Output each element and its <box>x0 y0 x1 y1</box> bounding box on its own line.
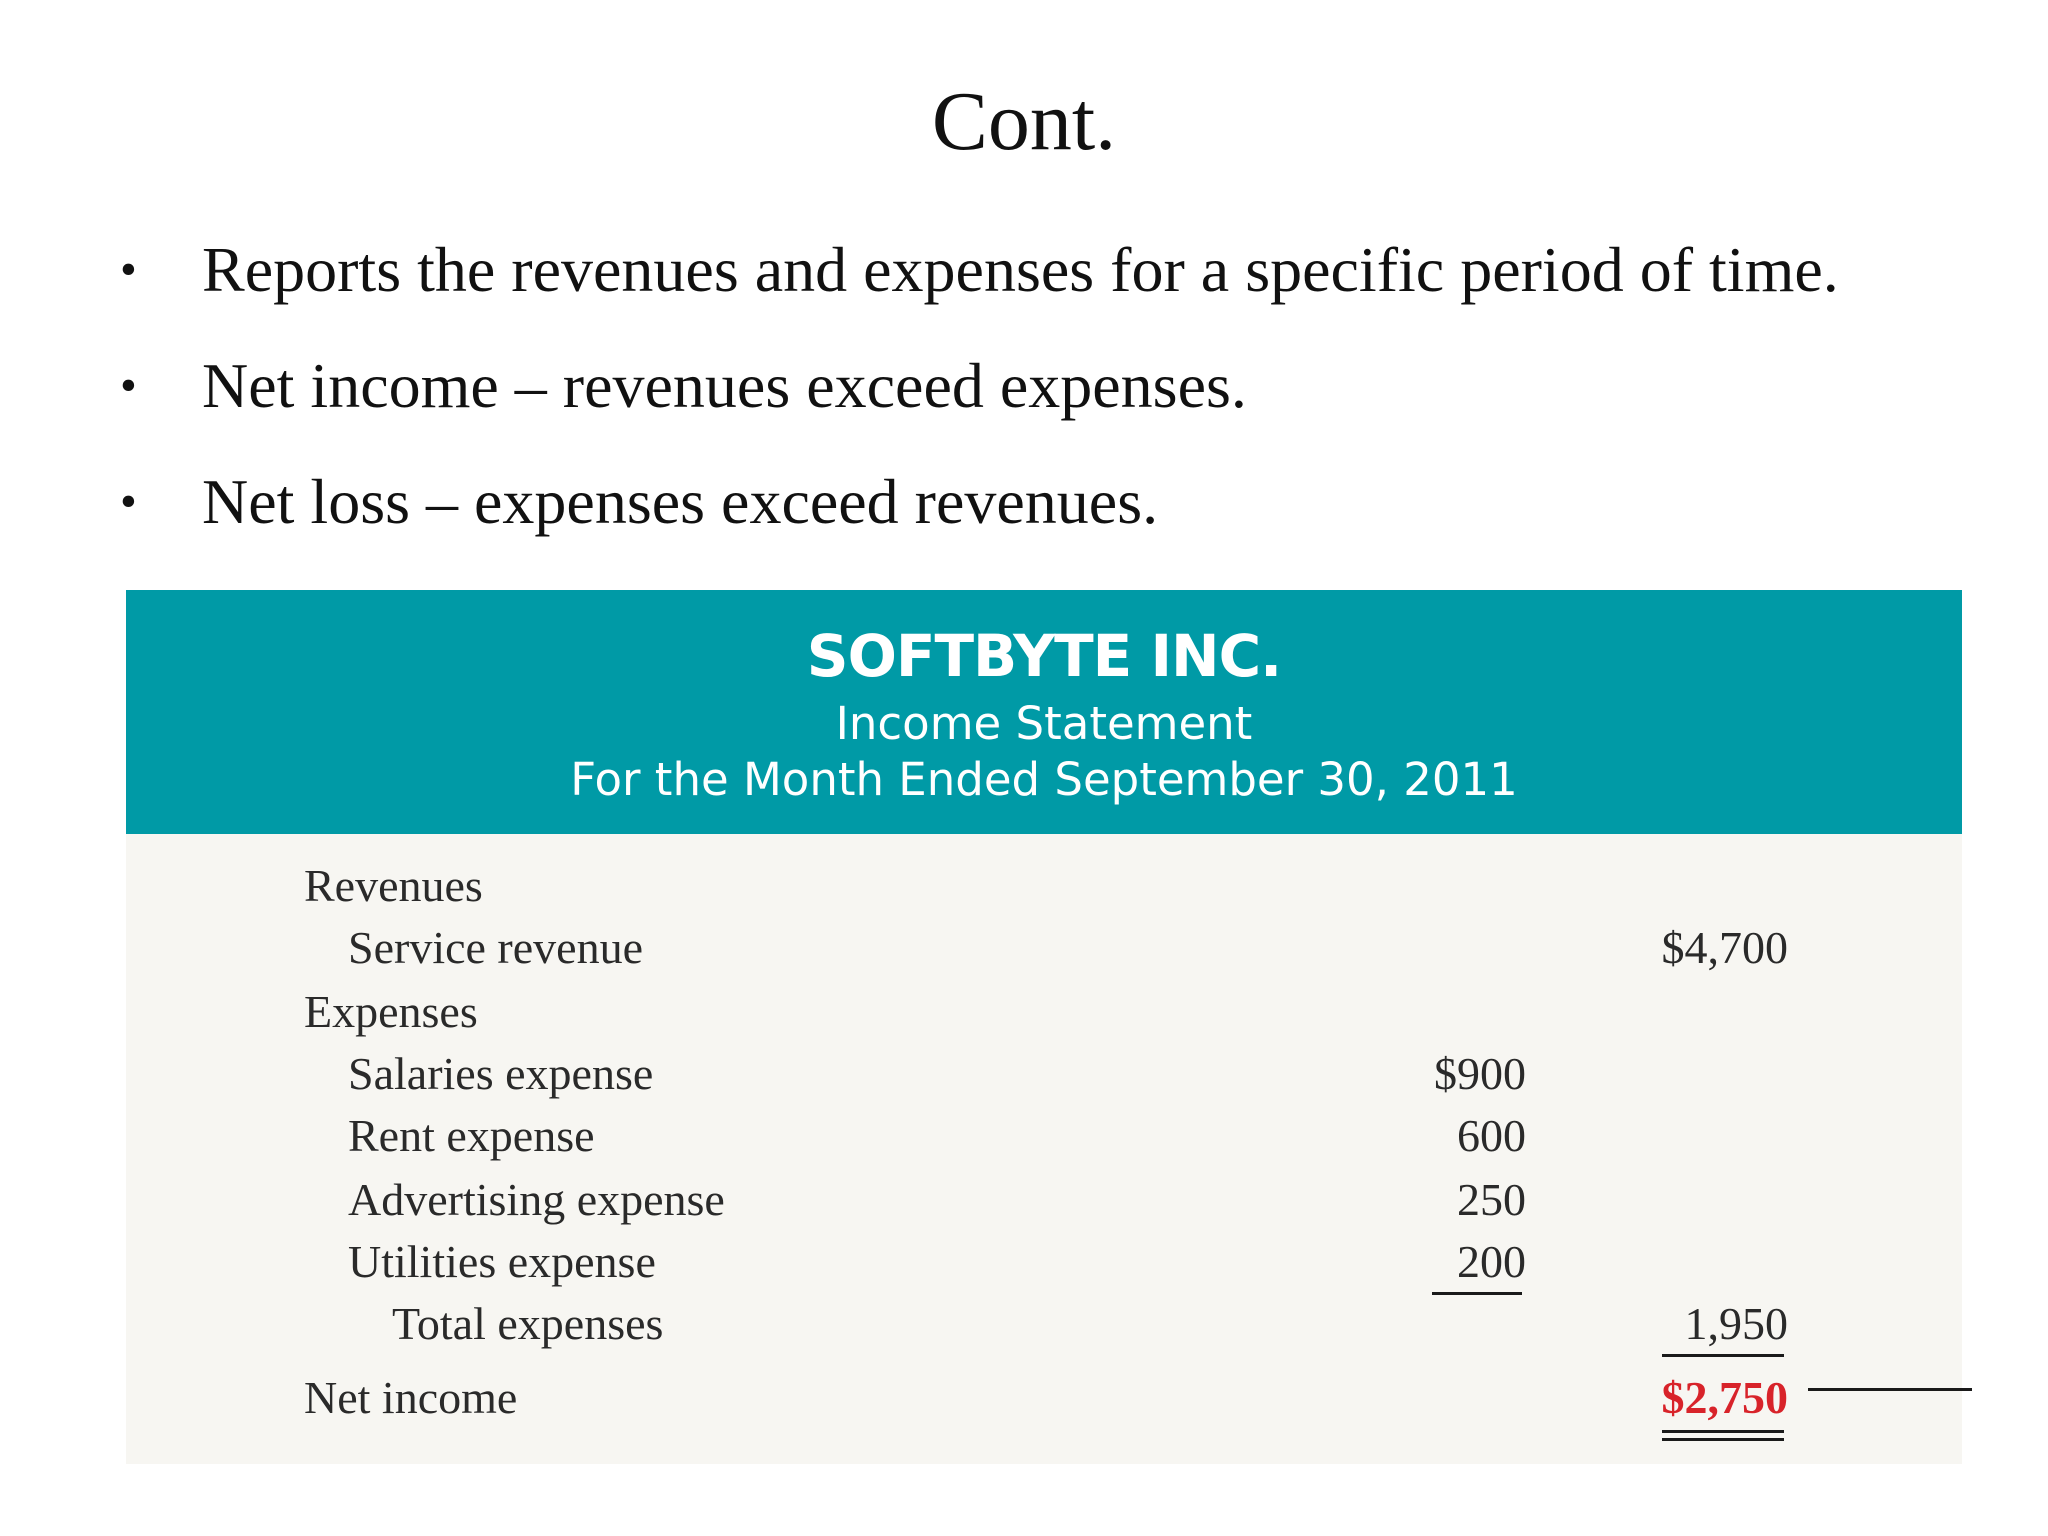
expense-label: Salaries expense <box>348 1048 654 1099</box>
slide-title: Cont. <box>931 75 1117 168</box>
expense-row <box>126 1106 1962 1166</box>
total-expenses-label: Total expenses <box>392 1298 664 1349</box>
service-revenue-label: Service revenue <box>348 922 644 973</box>
statement-name: Income Statement <box>835 697 1253 750</box>
net-income-double-rule-top <box>1662 1430 1784 1433</box>
net-income-row <box>126 1368 1962 1428</box>
expense-label: Advertising expense <box>348 1174 725 1225</box>
company-name: SOFTBYTE INC. <box>806 622 1282 690</box>
expense-row <box>126 1232 1962 1292</box>
statement-header <box>126 590 1962 834</box>
net-income-label: Net income <box>304 1372 518 1423</box>
bullet-icon: • <box>120 243 137 296</box>
expenses-heading-row <box>126 982 1962 1042</box>
bullet-icon: • <box>120 475 137 528</box>
bullet-list <box>120 222 1839 570</box>
expense-amount: 600 <box>1457 1110 1526 1161</box>
bullet-text: Net income – revenues exceed expenses. <box>202 350 1247 421</box>
expense-row <box>126 1044 1962 1104</box>
revenues-heading: Revenues <box>304 860 483 911</box>
service-revenue-row <box>126 918 1962 978</box>
service-revenue-amount: $4,700 <box>1661 922 1788 973</box>
bullet-item <box>120 454 1839 570</box>
expense-row <box>126 1170 1962 1230</box>
pointer-line <box>1808 1388 1972 1391</box>
total-expenses-rule <box>1662 1354 1784 1357</box>
expense-amount: 200 <box>1457 1236 1526 1287</box>
total-expenses-amount: 1,950 <box>1684 1298 1788 1349</box>
net-income-amount: $2,750 <box>1661 1372 1788 1423</box>
expense-amount: 250 <box>1457 1174 1526 1225</box>
expenses-heading: Expenses <box>304 986 478 1037</box>
expense-label: Utilities expense <box>348 1236 656 1287</box>
bullet-item <box>120 222 1839 338</box>
bullet-item <box>120 338 1839 454</box>
bullet-icon: • <box>120 359 137 412</box>
net-income-double-rule-bottom <box>1662 1438 1784 1441</box>
bullet-text: Reports the revenues and expenses for a specific period of time. <box>202 234 1839 305</box>
expense-amount: $900 <box>1434 1048 1526 1099</box>
expense-label: Rent expense <box>348 1110 595 1161</box>
revenues-heading-row <box>126 856 1962 916</box>
statement-period: For the Month Ended September 30, 2011 <box>570 753 1518 806</box>
bullet-text: Net loss – expenses exceed revenues. <box>202 466 1159 537</box>
total-expenses-row <box>126 1294 1962 1354</box>
income-statement-figure <box>126 590 1962 1464</box>
